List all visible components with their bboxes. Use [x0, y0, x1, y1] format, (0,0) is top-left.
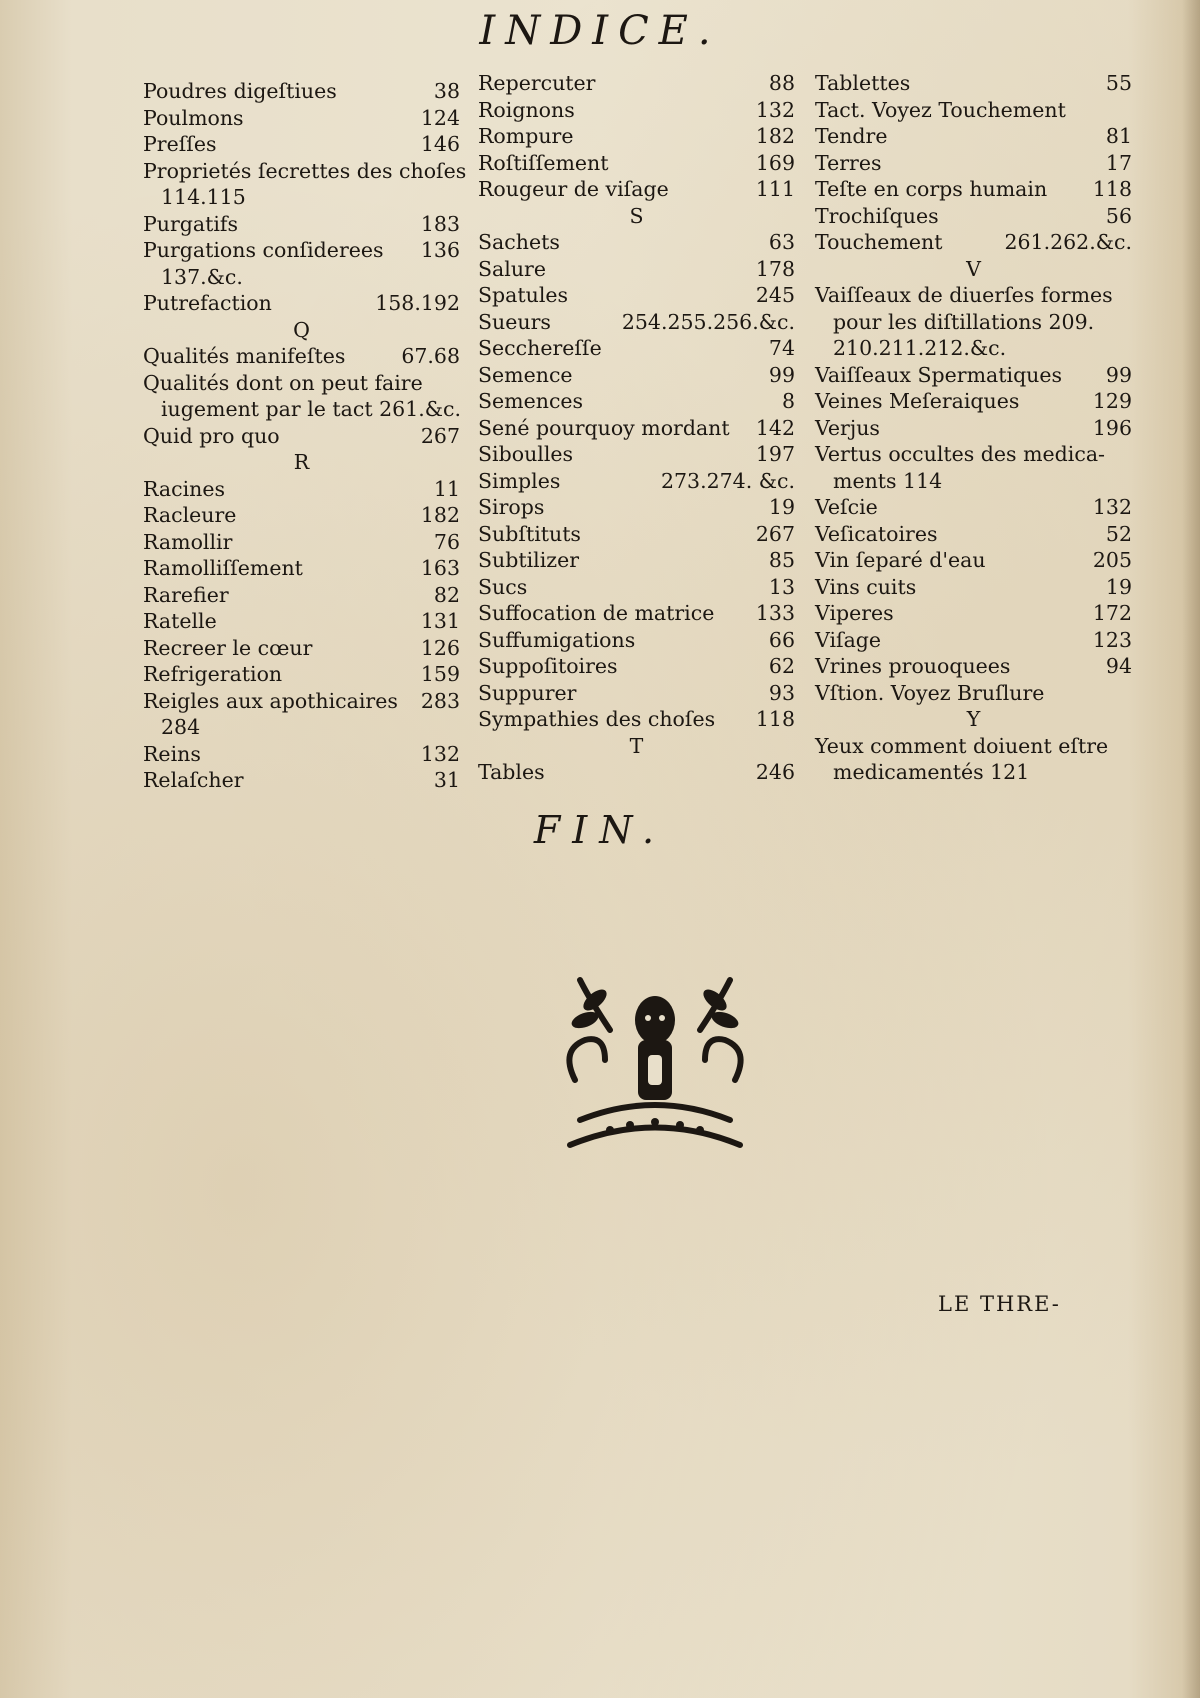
page-reference: 118: [1092, 177, 1132, 201]
page-reference: 197: [755, 442, 795, 466]
index-entry-continuation: 210.211.212.&c.: [833, 336, 1007, 360]
page-reference: 129: [1092, 389, 1132, 413]
index-term: Racleure: [143, 503, 237, 527]
index-term: Proprietés ſecrettes des choſes: [143, 158, 467, 183]
index-entry: [478, 441, 795, 468]
index-entry: [815, 680, 1132, 707]
page-reference: 66: [768, 627, 795, 652]
page-reference: 67.68: [401, 344, 460, 368]
printer-ornament-icon: [550, 960, 760, 1170]
index-term: Recreer le cœur: [143, 635, 313, 660]
index-term: Racines: [143, 476, 226, 501]
page-reference: 52: [1105, 521, 1132, 546]
page-reference: 85: [768, 548, 795, 572]
index-term: Preſſes: [143, 132, 217, 156]
page-reference: 246: [755, 760, 795, 784]
index-term: Verjus: [815, 415, 880, 440]
page-reference: 178: [755, 256, 795, 281]
index-entry: [478, 627, 795, 654]
index-term: Ratelle: [143, 609, 217, 633]
index-entry: [478, 706, 795, 733]
index-entry-continuation: medicamentés 121: [833, 760, 1030, 784]
index-term: Veſcie: [815, 495, 878, 519]
catchword: LE THRE-: [938, 1292, 1061, 1316]
index-term: Sirops: [478, 495, 545, 519]
index-entry-continuation: 284: [161, 715, 201, 739]
index-term: Semence: [478, 362, 573, 387]
index-term: Tact. Voyez Touchement: [815, 97, 1066, 122]
index-term: Quid pro quo: [143, 423, 280, 448]
index-term: Suppurer: [478, 680, 577, 705]
index-entry: [478, 388, 795, 415]
index-column-2-entries: [478, 70, 795, 786]
index-term: Putrefaction: [143, 291, 272, 315]
index-term: Rompure: [478, 124, 574, 148]
index-term: Touchement: [815, 230, 943, 254]
page-reference: 31: [433, 768, 460, 792]
index-term: Subſtituts: [478, 521, 581, 546]
index-term: Reigles aux apothicaires: [143, 688, 398, 713]
index-entry: [478, 415, 795, 442]
index-entry: [143, 78, 460, 105]
page-reference: 172: [1092, 601, 1132, 625]
index-entry: [478, 521, 795, 548]
index-entry: [815, 176, 1132, 203]
index-entry: [815, 70, 1132, 97]
index-entry: [143, 237, 460, 264]
page-reference: 8: [781, 389, 795, 413]
page-reference: 205: [1092, 548, 1132, 572]
index-entry: [143, 476, 460, 503]
index-entry: [478, 362, 795, 389]
index-entry: [143, 555, 460, 582]
index-entry: [143, 608, 460, 635]
index-entry: [478, 282, 795, 309]
index-term: Terres: [815, 150, 882, 175]
index-entry: [815, 627, 1132, 654]
index-entry: [815, 600, 1132, 627]
index-column-1-entries: [143, 78, 467, 794]
index-entry: [815, 282, 1132, 309]
page-reference: 159: [420, 662, 460, 686]
page-reference: 93: [768, 680, 795, 705]
page-reference: 55: [1105, 71, 1132, 95]
index-column-3: [815, 70, 1132, 786]
index-entry-continuation: 114.115: [161, 185, 246, 209]
index-entry: [143, 158, 467, 185]
index-column-2: [478, 70, 795, 786]
page-reference: 99: [768, 362, 795, 387]
index-term: Vaiſſeaux de diuerſes formes: [815, 283, 1113, 307]
page-reference: 254.255.256.&c.: [621, 309, 795, 334]
index-entry: [478, 176, 795, 203]
index-entry: [478, 335, 795, 362]
letter-heading: R: [293, 450, 310, 474]
index-entry: [478, 547, 795, 574]
index-entry: [478, 574, 795, 601]
page-reference: 94: [1105, 654, 1132, 678]
index-column-1: [143, 70, 467, 794]
index-term: Veines Meſeraiques: [815, 389, 1020, 413]
index-entry: [478, 309, 795, 336]
letter-heading: V: [966, 256, 981, 281]
index-term: Repercuter: [478, 71, 596, 95]
index-term: Sachets: [478, 230, 560, 254]
index-column-3-entries: [815, 70, 1132, 786]
index-term: Vrines prouoquees: [815, 654, 1011, 678]
index-term: Teſte en corps humain: [815, 177, 1048, 201]
index-entry: [478, 600, 795, 627]
page-reference: 74: [768, 336, 795, 360]
page-reference: 163: [420, 556, 460, 580]
fin-heading: FIN.: [533, 808, 667, 852]
page-reference: 273.274. &c.: [660, 468, 795, 493]
page-reference: 56: [1105, 203, 1132, 228]
index-term: Tendre: [815, 124, 888, 148]
page-reference: 183: [420, 211, 460, 236]
index-term: Salure: [478, 256, 546, 281]
index-entry: [815, 494, 1132, 521]
page-reference: 82: [433, 582, 460, 607]
page-reference: 99: [1105, 362, 1132, 387]
index-term: Vertus occultes des medica-: [815, 442, 1105, 466]
index-entry: [815, 733, 1132, 760]
page-reference: 158.192: [375, 291, 460, 315]
index-entry: [815, 123, 1132, 150]
index-term: Tablettes: [815, 71, 911, 95]
page-reference: 88: [768, 71, 795, 95]
page-reference: 62: [768, 654, 795, 678]
index-term: Tables: [478, 760, 545, 784]
index-term: Purgatifs: [143, 211, 239, 236]
index-term: Simples: [478, 468, 561, 493]
page-reference: 267: [420, 423, 460, 448]
index-term: Rougeur de viſage: [478, 177, 669, 201]
index-entry-continuation: pour les diſtillations 209.: [833, 309, 1095, 334]
page-reference: 196: [1092, 415, 1132, 440]
index-entry: [143, 767, 460, 794]
index-entry: [815, 97, 1132, 124]
index-entry: [478, 256, 795, 283]
index-term: Veſicatoires: [815, 521, 938, 546]
index-entry: [478, 70, 795, 97]
index-entry: [143, 423, 460, 450]
page-reference: 132: [420, 741, 460, 766]
index-entry: [143, 688, 460, 715]
index-term: Rarefier: [143, 582, 229, 607]
index-entry: [815, 574, 1132, 601]
index-term: Poudres digeſtiues: [143, 79, 337, 103]
index-entry: [815, 521, 1132, 548]
index-entry: [143, 529, 460, 556]
index-term: Sueurs: [478, 309, 551, 334]
index-entry: [815, 547, 1132, 574]
index-entry: [815, 441, 1132, 468]
index-entry: [143, 131, 460, 158]
index-term: Sucs: [478, 574, 528, 599]
index-entry: [143, 741, 460, 768]
page-reference: 19: [1105, 574, 1132, 599]
page-reference: 118: [755, 707, 795, 731]
index-entry: [143, 582, 460, 609]
index-entry: [478, 123, 795, 150]
letter-heading: T: [629, 733, 644, 758]
page-reference: 11: [433, 476, 460, 501]
index-term: Suffumigations: [478, 627, 636, 652]
page-reference: 132: [1092, 495, 1132, 519]
index-term: Viperes: [815, 601, 894, 625]
index-entry: [478, 229, 795, 256]
index-term: Semences: [478, 389, 584, 413]
index-entry: [478, 759, 795, 786]
page-reference: 283: [420, 688, 460, 713]
index-entry: [815, 150, 1132, 177]
page-reference: 169: [755, 150, 795, 175]
index-entry: [815, 388, 1132, 415]
index-term: Subtilizer: [478, 548, 580, 572]
page-reference: 132: [755, 97, 795, 122]
page-reference: 76: [433, 529, 460, 554]
index-entry-continuation: 137.&c.: [161, 264, 243, 289]
index-term: Roſtiſſement: [478, 150, 609, 175]
page-reference: 146: [420, 132, 460, 156]
index-entry: [815, 415, 1132, 442]
index-entry: [815, 229, 1132, 256]
page-reference: 123: [1092, 627, 1132, 652]
page-reference: 19: [768, 495, 795, 519]
index-entry-continuation: ments 114: [833, 468, 943, 493]
page-reference: 38: [433, 79, 460, 103]
index-entry: [143, 635, 460, 662]
page-reference: 111: [755, 177, 795, 201]
index-term: Purgations conſiderees: [143, 238, 384, 262]
index-term: Sympathies des choſes: [478, 707, 716, 731]
index-entry: [815, 203, 1132, 230]
index-entry: [143, 502, 460, 529]
letter-heading: S: [629, 203, 644, 228]
index-term: Yeux comment doiuent eſtre: [815, 733, 1109, 758]
index-term: Trochiſques: [815, 203, 939, 228]
index-entry: [143, 370, 460, 397]
index-term: Suppoſitoires: [478, 654, 618, 678]
index-entry: [143, 211, 460, 238]
page-reference: 267: [755, 521, 795, 546]
page-reference: 124: [420, 105, 460, 130]
page-reference: 13: [768, 574, 795, 599]
page-reference: 63: [768, 230, 795, 254]
index-entry: [478, 468, 795, 495]
index-term: Vin ſeparé d'eau: [815, 548, 986, 572]
index-entry: [478, 150, 795, 177]
index-entry: [478, 653, 795, 680]
page-reference: 136: [420, 238, 460, 262]
index-term: Ramollir: [143, 529, 233, 554]
index-term: Spatules: [478, 283, 569, 307]
index-term: Vaiſſeaux Spermatiques: [815, 362, 1063, 387]
page-reference: 182: [420, 503, 460, 527]
index-term: Secchereſſe: [478, 336, 602, 360]
index-term: Refrigeration: [143, 662, 283, 686]
letter-heading: Y: [966, 707, 981, 731]
index-term: Qualités manifeſtes: [143, 344, 346, 368]
index-term: Viſage: [815, 627, 882, 652]
index-term: Reins: [143, 741, 201, 766]
index-term: Siboulles: [478, 442, 574, 466]
index-term: Sené pourquoy mordant: [478, 415, 730, 440]
index-term: Relaſcher: [143, 768, 244, 792]
page-reference: 133: [755, 601, 795, 625]
page-reference: 245: [755, 283, 795, 307]
index-entry: [815, 653, 1132, 680]
index-term: Qualités dont on peut faire: [143, 370, 423, 395]
index-entry: [143, 290, 460, 317]
index-term: Vſtion. Voyez Bruſlure: [815, 680, 1045, 705]
page-reference: 131: [420, 609, 460, 633]
index-entry: [478, 680, 795, 707]
index-term: Roignons: [478, 97, 575, 122]
page-title: INDICE.: [479, 8, 721, 54]
page-reference: 142: [755, 415, 795, 440]
index-term: Poulmons: [143, 105, 244, 130]
index-term: Ramolliſſement: [143, 556, 303, 580]
page-reference: 81: [1105, 124, 1132, 148]
index-entry: [143, 105, 460, 132]
index-term: Vins cuits: [815, 574, 917, 599]
index-entry: [815, 362, 1132, 389]
index-entry: [478, 494, 795, 521]
letter-heading: Q: [293, 317, 310, 342]
index-term: Suffocation de matrice: [478, 601, 715, 625]
page-reference: 17: [1105, 150, 1132, 175]
index-entry-continuation: iugement par le tact 261.&c.: [161, 397, 461, 421]
page-reference: 261.262.&c.: [1004, 230, 1132, 254]
index-entry: [478, 97, 795, 124]
index-entry: [143, 343, 460, 370]
page-reference: 182: [755, 124, 795, 148]
index-entry: [143, 661, 460, 688]
page-reference: 126: [420, 635, 460, 660]
